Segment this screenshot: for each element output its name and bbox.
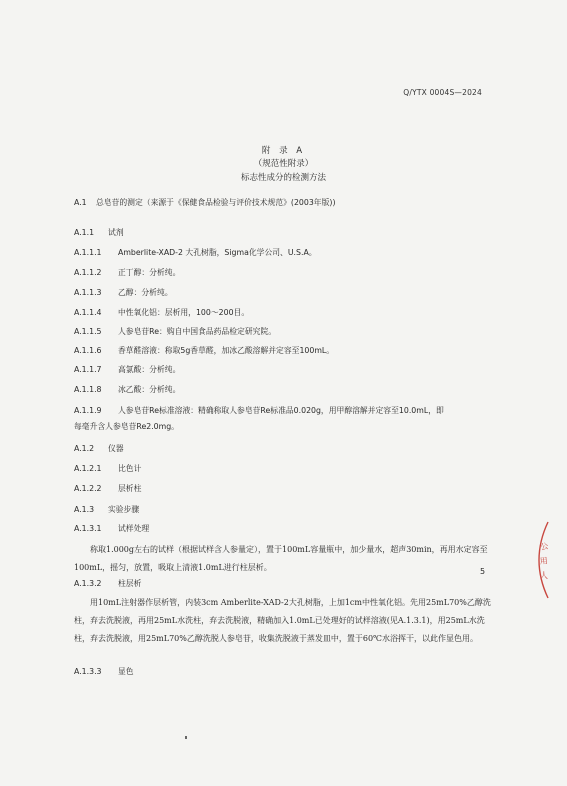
section-text: 人参皂苷Re标准溶液：精确称取人参皂苷Re标准品0.020g，用甲醇溶解并定容至10.0mL，即 [118,406,444,415]
section-line [74,345,334,356]
section-text: 正丁醇：分析纯。 [118,268,181,277]
section-number: A.1.1.8 [74,385,102,394]
section-text: Amberlite-XAD-2 大孔树脂，Sigma化学公司、U.S.A。 [118,248,317,257]
appendix-heading: 标志性成分的检测方法 [240,173,326,183]
section-number: A.1.3 [74,505,95,514]
section-text: 显色 [118,667,134,676]
appendix-title: 附 录 A [261,146,306,156]
section-number: A.1.2.1 [74,464,102,473]
svg-text:人: 人 [540,571,548,580]
section-line [74,227,124,238]
section-line [74,421,179,432]
section-number: A.1.1.6 [74,346,102,355]
section-line [74,247,317,258]
paragraph-sample-prep: 称取1.000g左右的试样（根据试样含人参量定），置于100mL容量瓶中，加少量水，超声30min，再用水定容至100mL，摇匀，放置，吸取上清液1.0mL进行柱层析。 [74,545,488,572]
section-text: 高氯酸：分析纯。 [118,365,181,374]
section-line [74,504,139,515]
section-line [74,483,141,494]
section-text: 试样处理 [118,524,150,533]
section-line [74,523,149,534]
section-line [74,197,335,208]
section-number: A.1.1.9 [74,406,102,415]
section-number: A.1.1 [74,228,95,237]
standard-code: Q/YTX 0004S—2024 [403,88,482,97]
section-text: 每毫升含人参皂苷Re2.0mg。 [74,422,179,431]
section-text: 试剂 [108,228,124,237]
section-line [74,287,173,298]
section-number: A.1.1.4 [74,308,102,317]
section-line [74,443,124,454]
section-text: 总皂苷的测定（来源于《保健食品检验与评价技术规范》(2003年版)) [96,198,336,207]
section-heading [74,666,134,677]
section-number: A.1.3.1 [74,524,102,533]
section-line [74,326,276,337]
svg-text:用: 用 [539,556,549,566]
svg-text:公: 公 [539,541,550,552]
page-speck [185,736,187,739]
section-number: A.1.1.2 [74,268,102,277]
section-number: A.1.1.3 [74,288,102,297]
section-number: A.1 [74,198,87,207]
section-line [74,384,180,395]
section-text: 仪器 [108,444,124,453]
section-text: 实验步骤 [108,505,140,514]
section-number: A.1.1.5 [74,327,102,336]
section-text: 香草醛溶液：称取5g香草醛，加冰乙酸溶解并定容至100mL。 [118,346,335,355]
section-line [74,463,141,474]
page-number: 5 [480,567,486,576]
section-text: 层析柱 [118,484,142,493]
section-line [74,307,249,318]
section-text: 比色计 [118,464,142,473]
section-line [74,364,180,375]
appendix-subtitle: （规范性附录） [253,159,314,169]
section-heading [74,578,141,589]
section-text: 冰乙酸：分析纯。 [118,385,181,394]
section-text: 中性氧化铝：层析用，100～200目。 [118,308,250,317]
section-number: A.1.1.1 [74,248,102,257]
section-number: A.1.2 [74,444,95,453]
red-seal-stamp [528,520,554,600]
section-text: 乙醇：分析纯。 [118,288,173,297]
section-line [74,267,180,278]
section-number: A.1.2.2 [74,484,102,493]
section-number: A.1.3.3 [74,667,102,676]
section-number: A.1.3.2 [74,579,102,588]
paragraph-column: 用10mL注射器作层析管，内装3cm Amberlite-XAD-2大孔树脂，上加1cm中性氧化铝。先用25mL70%乙醇洗柱，弃去洗脱液，再用25mL水洗柱，弃去洗脱液，精确加入1.0mL已处理好的试样溶液(见A.1.3.1)，用25mL水洗柱，弃去洗脱液，用25mL70%乙醇洗脱人参皂苷，收集洗脱液于蒸发皿中，置于60℃水浴挥干，以此作显色用。 [74,598,491,643]
section-line [74,405,444,416]
section-text: 柱层析 [118,579,142,588]
section-number: A.1.1.7 [74,365,102,374]
section-text: 人参皂苷Re：购自中国食品药品检定研究院。 [118,327,277,336]
